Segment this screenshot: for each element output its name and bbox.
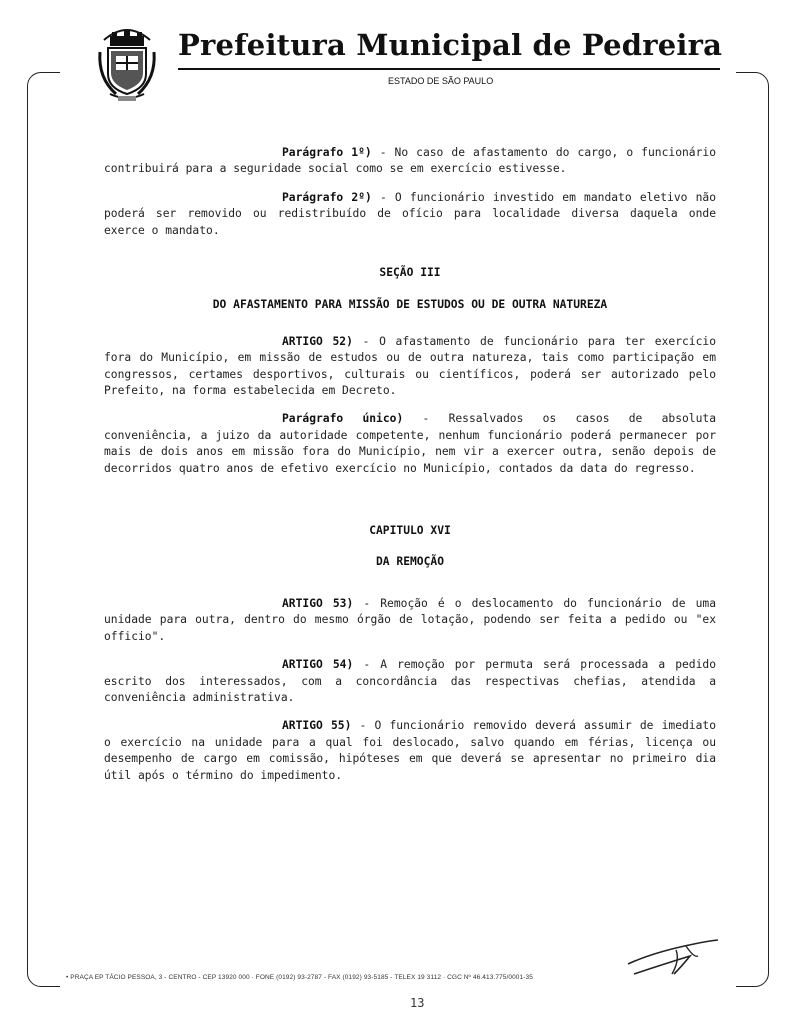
paragraph-unico-text: - Ressalvados os casos de absoluta conveniência, a juizo da autoridade competente, nenhum funcionário poderá permanecer por mais de dois anos em missão fora do Município, nem vir a exercer outra, senão depois de decorridos quatro anos de efetivo exercício no Município, contados da data do regresso. (104, 412, 717, 475)
chapter-subtitle: DA REMOÇÃO (375, 554, 444, 568)
article-55 (104, 718, 716, 784)
state-subtitle: ESTADO DE SÃO PAULO (388, 76, 494, 86)
paragraph-unico-label: Parágrafo único) (282, 412, 404, 426)
article-54-label: ARTIGO 54) (282, 658, 354, 672)
paragraph-1-label: Parágrafo 1º) (282, 146, 372, 159)
paragraph-2-text: - O funcionário investido em mandato eletivo não poderá ser removido ou redistribuído de ofício para localidade diversa daquela onde exerce o mandato. (104, 190, 717, 237)
footer-address: • PRAÇA EP TÁCIO PESSOA, 3 - CENTRO - CEP 13920 000 · FONE (0192) 93-2787 - FAX (0192) 93-5185 - TELEX 19 3112 · CGC Nº 46.413.775/0001-35 (66, 974, 533, 981)
section-subtitle: DO AFASTAMENTO PARA MISSÃO DE ESTUDOS OU DE OUTRA NATUREZA (212, 298, 608, 312)
article-54 (104, 657, 716, 706)
article-52 (104, 334, 716, 400)
article-53 (104, 596, 716, 645)
article-52-text: - O afastamento de funcionário para ter exercício fora do Município, em missão de estudos ou de outra natureza, tais como participação em congressos, certames desportivos, culturais ou científicos, poderá ser autorizado pelo Prefeito, na forma estabelecida em Decreto. (104, 334, 716, 398)
article-52-label: ARTIGO 52) (282, 334, 353, 348)
article-55-label: ARTIGO 55) (282, 719, 352, 733)
paragraph-2 (104, 190, 716, 239)
municipal-seal-icon (96, 22, 158, 106)
document-body (104, 145, 716, 784)
page-number: 13 (410, 996, 425, 1010)
chapter-title: CAPITULO XVI (369, 524, 451, 538)
paragraph-2-label: Parágrafo 2º) (282, 190, 372, 204)
article-53-label: ARTIGO 53) (282, 596, 354, 610)
article-54-text: - A remoção por permuta será processada a pedido escrito dos interessados, com a concordância das respectivas chefias, atendida a conveniência administrativa. (104, 658, 717, 704)
title-underline (178, 68, 720, 70)
section-title: SEÇÃO III (379, 266, 441, 280)
paragraph-1 (104, 145, 716, 178)
article-53-text: - Remoção é o deslocamento do funcionário de uma unidade para outra, dentro do mesmo órgão de lotação, podendo ser feita a pedido ou "ex officio". (104, 596, 717, 643)
paragraph-unico (104, 411, 716, 477)
article-55-text: - O funcionário removido deverá assumir de imediato o exercício na unidade para a qual foi deslocado, salvo quando em férias, licença ou desempenho de cargo em comissão, hipóteses em que deverá se apresentar no primeiro dia útil após o término do impedimento. (104, 719, 717, 782)
paragraph-1-text: - No caso de afastamento do cargo, o funcionário contribuirá para a seguridade social como se em exercício estivesse. (104, 146, 717, 176)
handwritten-signature (624, 930, 724, 980)
municipality-title: Prefeitura Municipal de Pedreira (178, 28, 723, 62)
